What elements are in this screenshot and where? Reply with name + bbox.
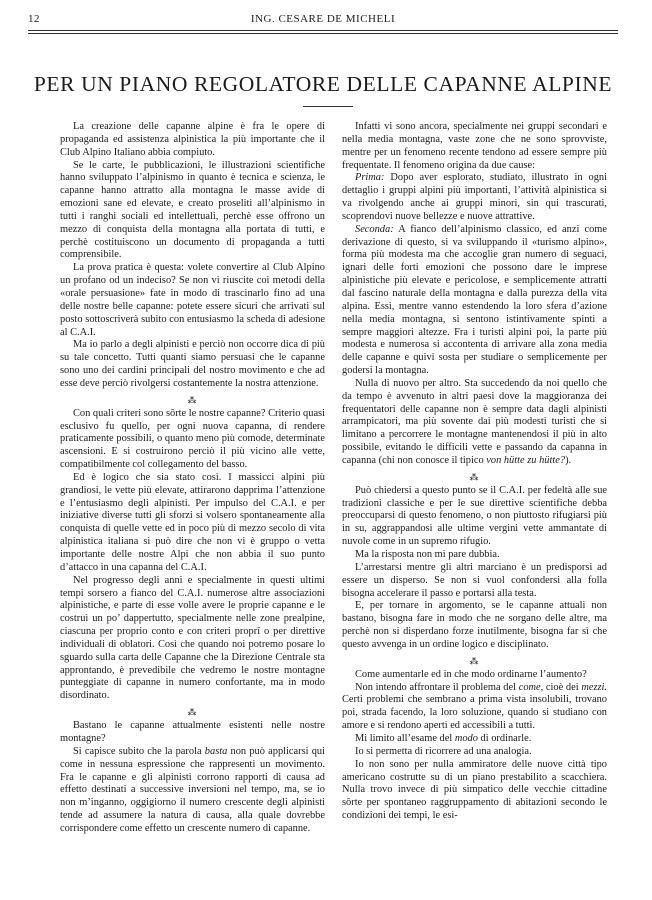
header-rule-bottom xyxy=(28,33,618,34)
emphasis: basta xyxy=(204,745,228,757)
paragraph: La prova pratica è questa: volete convertire al Club Alpino un profano od un indeciso? Se non vi riuscite coi metodi della «orale persuasione» fate in modo di trascinarlo fino ad una delle nostre belle capanne: potete essere sicuri che arrivati sul posto sottoscriverà subito con entusiasmo la scheda di adesione al C.A.I. xyxy=(60,262,325,338)
section-separator: ⁂ xyxy=(469,655,480,666)
page-header xyxy=(28,13,618,27)
paragraph: Ma io parlo a degli alpinisti e perciò non occorre dica di più su tale concetto. Tutti quanti siamo persuasi che le capanne sono uno dei cardini principali del nostro movimento e che ad esse deve perciò rivolgersi costantemente la nostra attenzione. xyxy=(60,339,325,389)
paragraph: Come aumentarle ed in che modo ordinarne l’aumento? xyxy=(355,668,587,680)
paragraph: Si capisce subito che la parola basta non può applicarsi qui come in nessuna espressione che rappresenti un movimento. Fra le capanne e gli alpinisti corrono rapporti di causa ad effetto destinati a successive inversioni nel tempo, ma, se io non m’inganno, oggigiorno il numero crescente degli alpinisti tende ad assumere la natura di causa, alla quale dovrebbe corrispondere come effetto un crescente numero di capanne. xyxy=(60,745,326,834)
emphasis: Prima: xyxy=(355,172,385,184)
section-separator: ⁂ xyxy=(187,394,198,405)
article-title: PER UN PIANO REGOLATORE DELLE CAPANNE ALPINE xyxy=(33,72,613,96)
paragraph: Seconda: A fianco dell’alpinismo classico, ed anzi come derivazione di questo, si va sviluppando il «turismo alpino», forma più modesta ma che accoglie gran numero di seguaci, ignari delle forti emozioni che possono dare le imprese alpinistiche più elevate e pericolose, e semplicemente attratti dal fascino naturale della montagna e dalla purezza della vita alpina. Essi, mentre vanno estendendo la loro sfera d’azione nella media montagna, si sentono istintivamente spinti a sempre maggiori altezze. Fra i turisti alpini poi, la parte più modesta e numerosa si accontenta di arrivare alla zona media delle capanne e quivi sosta per studiare o semplicemente per godersi la montagna. xyxy=(342,223,607,377)
emphasis: come, xyxy=(518,681,544,693)
page-number: 12 xyxy=(28,13,40,25)
paragraph: Mi limito all’esame del modo di ordinarle. xyxy=(355,732,532,744)
paragraph: Io non sono per nulla ammiratore delle nuove città tipo americano costrutte su di un piano prestabilito a scacchiera. Nulla trovo invece di più simpatico delle vecchie cittadine sôrte per spontaneo raggruppamento di abitazioni secondo le condizioni dei tempi, le esi- xyxy=(342,758,607,822)
header-rule-top xyxy=(28,30,618,31)
paragraph: Non intendo affrontare il problema del come, cioè dei mezzi. Certi problemi che sembrano a prima vista insolubili, trovano poi, strada facendo, la loro soluzione, quando si studiano con amore e si rendono aperti ed accessibili a tutti. xyxy=(342,681,608,732)
paragraph: Bastano le capanne attualmente esistenti nelle nostre montagne? xyxy=(60,720,325,744)
right-column xyxy=(342,121,607,823)
left-column xyxy=(60,121,325,836)
section-separator: ⁂ xyxy=(469,471,480,482)
title-underline xyxy=(303,106,353,107)
paragraph: Nulla di nuovo per altro. Sta succedendo da noi quello che da tempo è avvenuto in altri paesi dove la maggioranza dei frequentatori delle capanne non è sempre data dagli alpinisti arrampicatori, ma più sovente dai più modesti turisti che si limitano a percorrere le montagne mantenendosi il più in alto possibile, evitando le difficili vette e passando da capanna in capanna (chi non conosce il tipico von hütte zu hütte?). xyxy=(342,377,607,466)
paragraph: Prima: Dopo aver esplorato, studiato, illustrato in ogni dettaglio i gruppi alpini più importanti, l’attività alpinistica si va rivolgendo anche ai gruppi minori, sin qui trascurati, scoprendovi nuove bellezze e nuove attrattive. xyxy=(342,172,607,222)
paragraph: Infatti vi sono ancora, specialmente nei gruppi secondari e nella media montagna, vaste zone che ne sono sprovviste, mentre per un fenomeno recente tendono ad essere sempre più frequentate. Il fenomeno origina da due cause: xyxy=(342,121,607,171)
paragraph: L’arrestarsi mentre gli altri marciano è un predisporsi ad essere un disperso. Se non si vuol confondersi alla folla bisogna accelerare il passo e portarsi alla testa. xyxy=(342,561,607,599)
emphasis: von hütte zu hütte? xyxy=(486,454,566,466)
paragraph: Se le carte, le pubblicazioni, le illustrazioni scientifiche hanno sviluppato l’alpinismo in quanto è tecnica e scienza, le capanne hanno attratto alla montagna le masse avide di emozioni sane ed elevate, e creato proseliti all’alpinismo in tutti i ranghi sociali ed intellettuali, perchè esse offrono un mezzo di conquista della montagna alla portata di tutti, e perchè costituiscono un documento di propaganda a tutti comprensibile. xyxy=(60,159,325,261)
paragraph: Con quali criteri sono sôrte le nostre capanne? Criterio quasi esclusivo fu quello, per ogni nuova capanna, di rendere praticamente possibili, o quanto meno più comode, determinate ascensioni. E si costruirono perciò il più vicino alle vette, compatibilmente col collegamento del basso. xyxy=(60,407,325,471)
emphasis: Seconda: xyxy=(355,223,394,235)
paragraph: Nel progresso degli anni e specialmente in questi ultimi tempi sorsero a fianco del C.A.I. numerose altre associazioni alpinistiche, e parte di esse volle avere le proprie capanne e le costruì un po’ dappertutto, specialmente nelle zone prealpine, ciascuna per proprio conto e con criteri proprî o per direttive individuali di oblatori. Così che quando noi potremo posare lo sguardo sulla carta delle Capanne che la Direzione Centrale sta approntando, è prevedibile che vedremo le nostre montagne punteggiate di capanne in numero confortante, ma in modo disordinato. xyxy=(60,574,325,702)
paragraph: Io si permetta di ricorrere ad una analogia. xyxy=(355,745,532,757)
emphasis: modo xyxy=(454,732,478,744)
paragraph: Può chiedersi a questo punto se il C.A.I. per fedeltà alle sue tradizioni classiche e per le sue direttive scientifiche debba preoccuparsi di questo fenomeno, o non piuttosto rifugiarsi più in su, aggrappandosi alle ultime vergini vette ammantate di nuvole come in un supremo rifugio. xyxy=(342,484,607,548)
paragraph: Ma la risposta non mi pare dubbia. xyxy=(355,549,500,560)
paragraph: E, per tornare in argomento, se le capanne attuali non bastano, bisogna fare in modo che ne sorgano delle altre, ma perchè non si disperdano forze inutilmente, bisogna far sì che questo avvenga in un ordine logico e disciplinato. xyxy=(342,600,607,650)
paragraph: Ed è logico che sia stato così. I massicci alpini più grandiosi, le vette più elevate, attirarono dapprima l’attenzione e l’entusiasmo degli alpinisti. Per impulso del C.A.I. e per iniziative diverse tutti gli sforzi si volsero spontaneamente alla conquista di quelle vette ed in poco più di mezzo secolo di vita alpinistica italiana si può dire che non vi è gruppo o vetta importante delle nostre Alpi che non abbia il suo punto d’attacco in una capanna del C.A.I. xyxy=(60,471,325,573)
section-separator: ⁂ xyxy=(187,707,198,718)
emphasis: mezzi. xyxy=(581,681,608,693)
paragraph: La creazione delle capanne alpine è fra le opere di propaganda ed assistenza alpinistica la più importante che il Club Alpino Italiano abbia compiuto. xyxy=(60,121,325,158)
running-title: ING. CESARE DE MICHELI xyxy=(250,13,396,25)
